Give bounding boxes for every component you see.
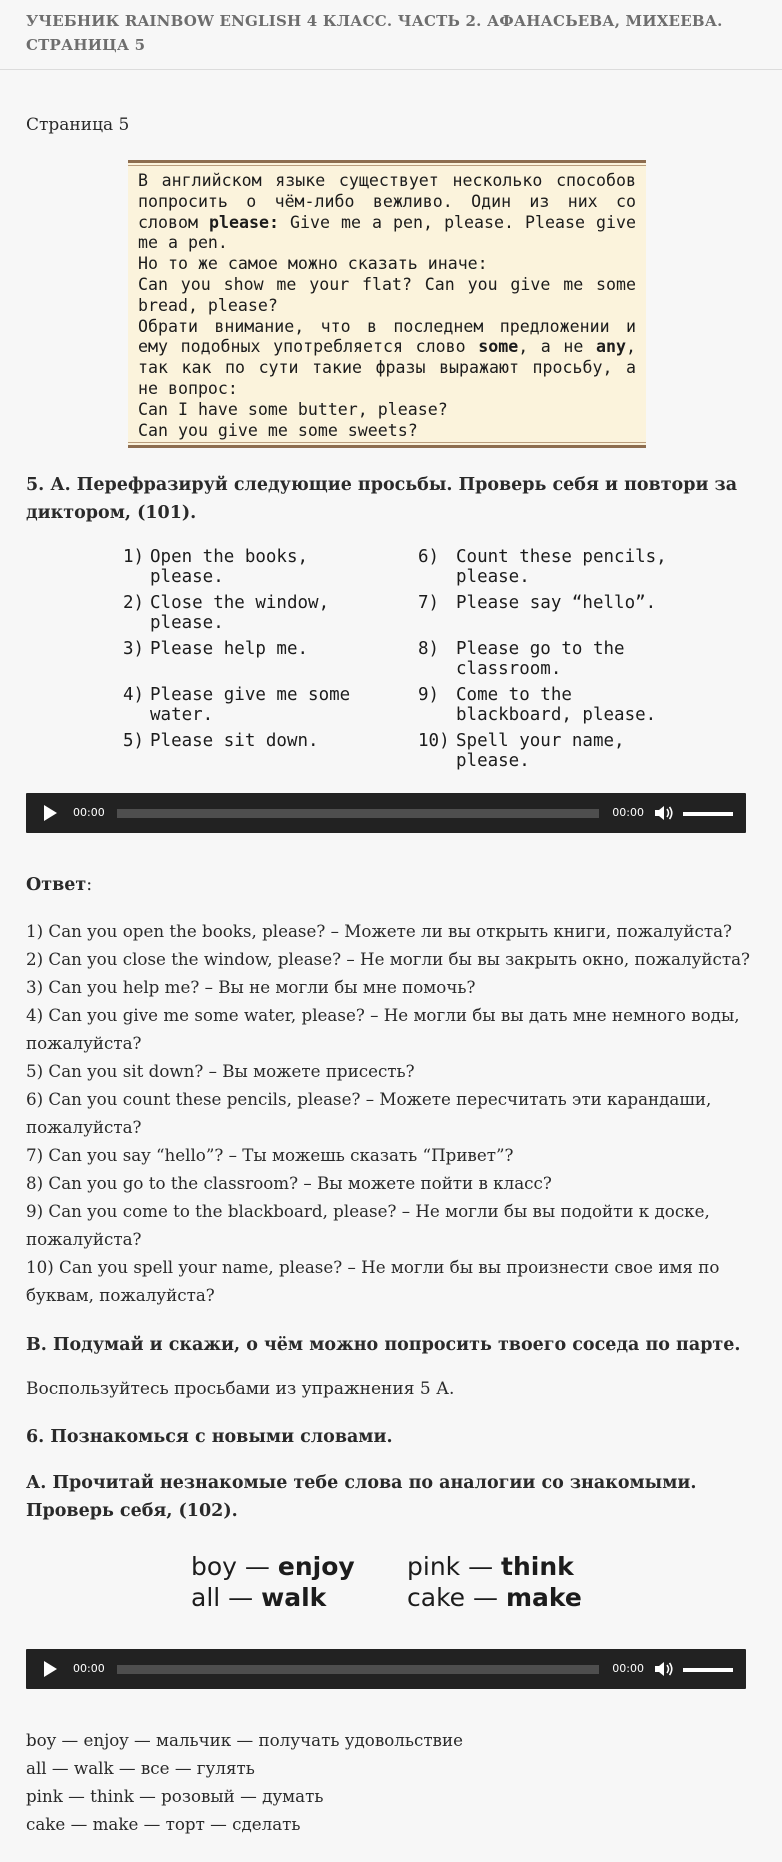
volume-icon[interactable] (654, 1660, 674, 1678)
new-words-image (26, 1550, 756, 1614)
answer-item: 1) Can you open the books, please? – Можете ли вы открыть книги, пожалуйста? (26, 921, 732, 941)
request-item: 5) Please sit down. (123, 731, 319, 751)
rule-text: Can you show me your flat? Can you give me some bread, please? (138, 274, 636, 315)
request-item: 8) Please go to the classroom. (418, 639, 625, 679)
rule-text: Can you give me some sweets? (138, 420, 418, 440)
request-item: 6) Count these pencils, please. (418, 547, 667, 587)
answer-item: 4) Can you give me some water, please? – Не могли бы вы дать мне немного воды, пожалуйста? (26, 1005, 740, 1053)
task-6-title: 6. Познакомься с новыми словами. (26, 1427, 393, 1447)
request-item: 10) Spell your name, please. (418, 731, 625, 771)
translation-item: pink — think — розовый — думать (26, 1786, 324, 1806)
progress-slider[interactable] (117, 1665, 599, 1674)
article-content (0, 113, 782, 1838)
translation-item: boy — enjoy — мальчик — получать удовольствие (26, 1730, 463, 1750)
progress-slider[interactable] (117, 809, 599, 818)
volume-slider[interactable] (683, 812, 733, 816)
page-label: Страница 5 (26, 115, 130, 135)
volume-slider[interactable] (683, 1668, 733, 1672)
word-pair: boy — enjoy (191, 1552, 355, 1581)
task-6a-title: А. Прочитай незнакомые тебе слова по аналогии со знакомыми. Проверь себя, (102). (26, 1473, 697, 1521)
request-item: 3) Please help me. (123, 639, 309, 659)
answer-item: 2) Can you close the window, please? – Не могли бы вы закрыть окно, пожалуйста? (26, 949, 750, 969)
answers-list (26, 917, 756, 1309)
play-icon[interactable] (44, 805, 57, 821)
word-translations (26, 1726, 756, 1838)
requests-list (26, 537, 756, 771)
request-item: 1) Open the books, please. (123, 547, 309, 587)
page-title: УЧЕБНИК RAINBOW ENGLISH 4 КЛАСС. ЧАСТЬ 2. АФАНАСЬЕВА, МИХЕЕВА. СТРАНИЦА 5 (26, 12, 723, 54)
word-pair: pink — think (407, 1552, 574, 1581)
word-pair: all — walk (191, 1583, 327, 1612)
rule-text: В английском языке существует несколько способов попросить о чём-либо вежливо. Один из них со словом please: Give me a pen, please. Please give me a pen. (138, 171, 636, 253)
duration-time: 00:00 (612, 1662, 644, 1675)
answer-item: 5) Can you sit down? – Вы можете присесть? (26, 1061, 415, 1081)
task-5a-title: 5. А. Перефразируй следующие просьбы. Проверь себя и повтори за диктором, (101). (26, 475, 738, 523)
play-icon[interactable] (44, 1661, 57, 1677)
textbook-rule-box (128, 160, 646, 448)
request-item: 9) Come to the blackboard, please. (418, 685, 657, 725)
rule-text: Can I have some butter, please? (138, 399, 448, 419)
audio-player (26, 793, 746, 833)
page-header (0, 0, 782, 70)
answer-item: 7) Can you say “hello”? – Ты можешь сказать “Привет”? (26, 1145, 514, 1165)
rule-text: Но то же самое можно сказать иначе: (138, 254, 488, 274)
answer-item: 8) Can you go to the classroom? – Вы можете пойти в класс? (26, 1173, 552, 1193)
translation-item: all — walk — все — гулять (26, 1758, 255, 1778)
translation-item: cake — make — торт — сделать (26, 1814, 301, 1834)
answer-item: 6) Can you count these pencils, please? – Можете пересчитать эти карандаши, пожалуйста? (26, 1089, 712, 1137)
current-time: 00:00 (73, 806, 105, 819)
request-item: 7) Please say “hello”. (418, 593, 657, 613)
answer-item: 3) Can you help me? – Вы не могли бы мне помочь? (26, 977, 476, 997)
answer-item: 10) Can you spell your name, please? – Не могли бы вы произнести свое имя по буквам, пожалуйста? (26, 1257, 720, 1305)
duration-time: 00:00 (612, 806, 644, 819)
current-time: 00:00 (73, 1662, 105, 1675)
word-pair: cake — make (407, 1583, 582, 1612)
answer-label: Ответ: (26, 875, 93, 895)
rule-text: Обрати внимание, что в последнем предложении и ему подобных употребляется слово some, а не any, так как по сути такие фразы выражают просьбу, а не вопрос: (138, 316, 636, 398)
volume-icon[interactable] (654, 804, 674, 822)
request-item: 2) Close the window, please. (123, 593, 330, 633)
task-5b-title: В. Подумай и скажи, о чём можно попросить твоего соседа по парте. (26, 1335, 741, 1355)
request-item: 4) Please give me some water. (123, 685, 351, 725)
answer-item: 9) Can you come to the blackboard, please? – Не могли бы вы подойти к доске, пожалуйста? (26, 1201, 710, 1249)
audio-player (26, 1649, 746, 1689)
task-5b-note: Воспользуйтесь просьбами из упражнения 5 А. (26, 1379, 455, 1399)
